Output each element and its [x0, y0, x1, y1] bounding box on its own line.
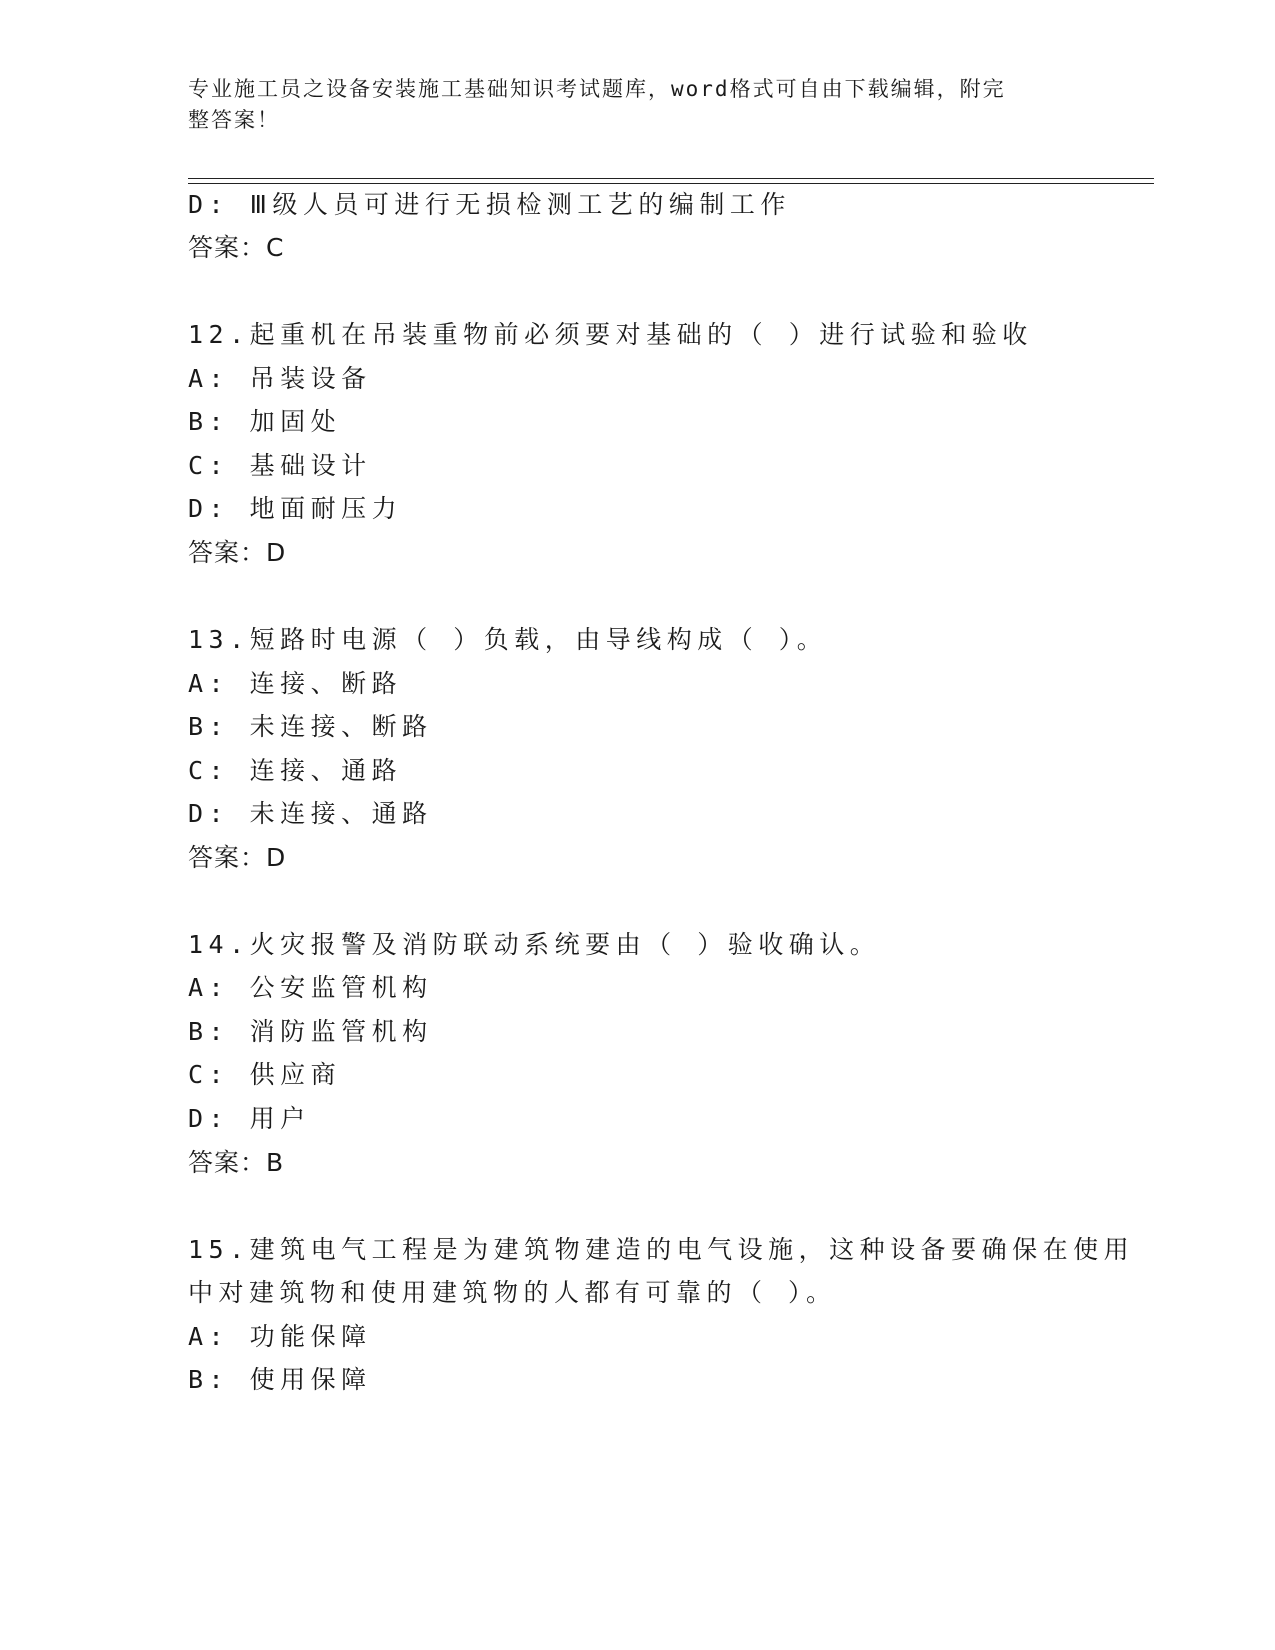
question-12-option-a: A: 吊装设备 [188, 364, 372, 393]
question-15-stem-line-2: 中对建筑物和使用建筑物的人都有可靠的（ ）。 [188, 1278, 837, 1307]
question-14-option-a: A: 公安监管机构 [188, 973, 433, 1002]
header-divider-top [188, 178, 1154, 179]
question-15-option-b: B: 使用保障 [188, 1365, 372, 1394]
question-15-stem-line-1: 15.建筑电气工程是为建筑物建造的电气设施，这种设备要确保在使用 [188, 1235, 1135, 1264]
header-divider-bottom [188, 183, 1154, 184]
question-12-option-d: D: 地面耐压力 [188, 494, 403, 523]
question-13-option-c: C: 连接、通路 [188, 756, 403, 785]
question-14-option-d: D: 用户 [188, 1104, 311, 1133]
question-13-answer: 答案：D [188, 843, 287, 872]
question-15-option-a: A: 功能保障 [188, 1322, 372, 1351]
question-13-option-b: B: 未连接、断路 [188, 712, 433, 741]
prev-answer: 答案：C [188, 233, 285, 262]
question-12-option-b: B: 加固处 [188, 407, 342, 436]
header-line-1: 专业施工员之设备安装施工基础知识考试题库，word格式可自由下载编辑，附完 [188, 77, 1006, 101]
question-13-stem: 13.短路时电源（ ）负载，由导线构成（ ）。 [188, 625, 828, 654]
question-13-option-a: A: 连接、断路 [188, 669, 403, 698]
prev-option-d: D: Ⅲ级人员可进行无损检测工艺的编制工作 [188, 190, 791, 219]
question-14-option-c: C: 供应商 [188, 1060, 342, 1089]
question-14-stem: 14.火灾报警及消防联动系统要由（ ）验收确认。 [188, 930, 881, 959]
document-header [188, 74, 1068, 136]
question-13-option-d: D: 未连接、通路 [188, 799, 433, 828]
question-12-answer: 答案：D [188, 538, 287, 567]
header-line-2: 整答案！ [188, 108, 280, 132]
question-12-stem: 12.起重机在吊装重物前必须要对基础的（ ）进行试验和验收 [188, 320, 1033, 349]
question-12-option-c: C: 基础设计 [188, 451, 372, 480]
question-14-answer: 答案：B [188, 1148, 285, 1177]
question-14-option-b: B: 消防监管机构 [188, 1017, 433, 1046]
